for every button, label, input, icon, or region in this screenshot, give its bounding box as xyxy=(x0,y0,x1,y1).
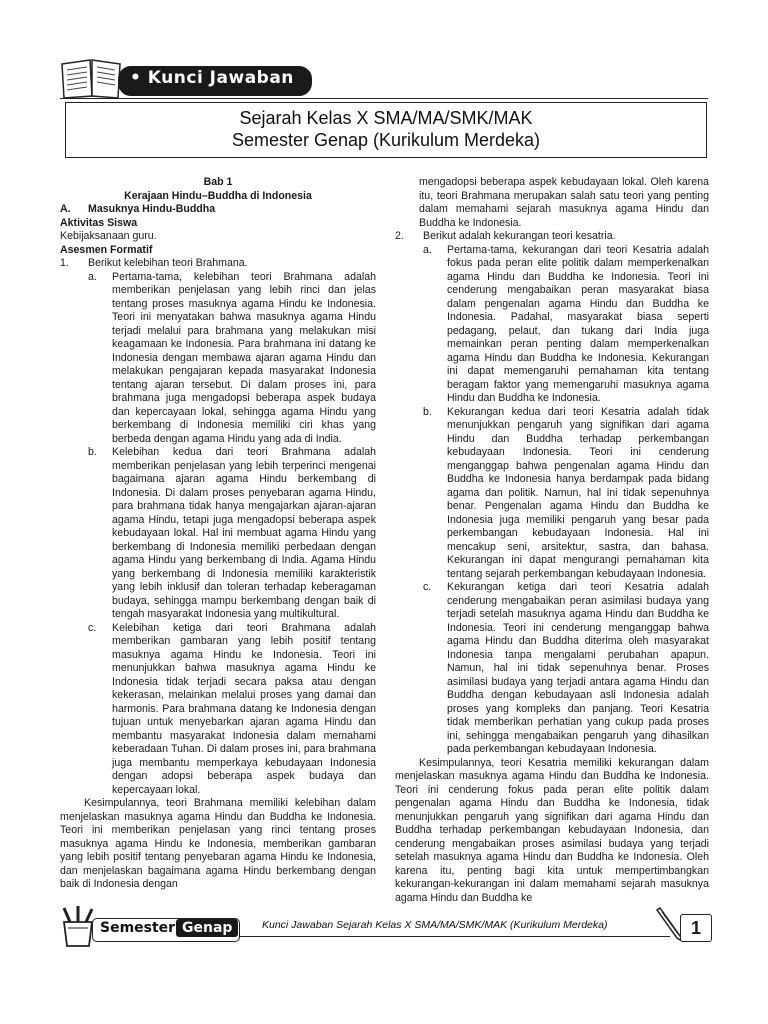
item-2b xyxy=(395,406,709,582)
header-rule xyxy=(60,98,708,99)
item-1c xyxy=(60,622,376,798)
section-a-heading xyxy=(60,203,376,217)
item-1 xyxy=(60,257,376,271)
chapter-number: Bab 1 xyxy=(203,176,233,188)
header-banner xyxy=(110,66,310,94)
item-2 xyxy=(395,230,709,244)
item-1a xyxy=(60,271,376,447)
right-column xyxy=(395,176,709,905)
item-2c-label: c. xyxy=(423,581,432,593)
page-number: 1 xyxy=(680,914,712,942)
right-continuation: mengadopsi beberapa aspek kebudayaan lokal. Oleh karena itu, teori Brahmana merupakan salah satu teori yang penting dalam memahami sejarah masuknya agama Hindu dan Buddha ke Indonesia. xyxy=(419,176,709,229)
title-box xyxy=(65,102,707,158)
item-2c xyxy=(395,581,709,757)
item-2-text: Berikut adalah kekurangan teori kesatria. xyxy=(423,230,616,242)
semester-badge xyxy=(92,918,240,942)
footer-caption: Kunci Jawaban Sejarah Kelas X SMA/MA/SMK/MAK (Kurikulum Merdeka) xyxy=(262,919,608,931)
title-line-1: Sejarah Kelas X SMA/MA/SMK/MAK xyxy=(239,108,533,128)
left-column xyxy=(60,176,376,892)
item-1-number: 1. xyxy=(60,257,69,269)
asesmen-heading: Asesmen Formatif xyxy=(60,243,153,256)
item-1-text: Berikut kelebihan teori Brahmana. xyxy=(88,257,248,269)
item-1b-text: Kelebihan kedua dari teori Brahmana adalah memberikan penjelasan yang lebih terperinci mengenai bagaimana ajaran agama Hindu berkembang di Indonesia. Di dalam proses penyebaran agama Hindu, para brahmana tidak hanya mengajarkan ajaran-ajaran agama Hindu, tetapi juga mengadopsi beberapa aspek kebudayaan lokal. Hal ini membuat agama Hindu yang berkembang di Indonesia memiliki perbedaan dengan agama Hindu yang berkembang di India. Agama Hindu yang berkembang di Indonesia memiliki karakteristik yang lebih inklusif dan toleran terhadap keberagaman budaya, sehingga mampu berkembang dengan baik di tengah masyarakat Indonesia yang multikultural. xyxy=(112,446,376,620)
aktivitas-heading: Aktivitas Siswa xyxy=(60,216,138,229)
right-conclusion: Kesimpulannya, teori Kesatria memiliki kekurangan dalam menjelaskan masuknya agama Hindu dan Buddha ke Indonesia. Teori ini cenderung fokus pada peran elite politik dalam pengenalan agama Hindu dan Buddha ke Indonesia, tidak menunjukkan pengaruh yang signifikan dari agama Hindu dan Buddha terhadap perkembangan kebudayaan Indonesia, dan cenderung mengabaikan proses asimilasi budaya yang terjadi setelah masuknya agama Hindu dan Buddha ke Indonesia. Oleh karena itu, penting bagi kita untuk mempertimbangkan kekurangan-kekurangan ini dalam memahami sejarah masuknya agama Hindu dan Buddha ke xyxy=(395,756,709,904)
item-1c-text: Kelebihan ketiga dari teori Brahmana adalah memberikan gambaran yang lebih positif tentang masuknya agama Hindu ke Indonesia. Teori ini menunjukkan bahwa masuknya agama Hindu ke Indonesia tidak terjadi secara paksa atau dengan kekerasan, melainkan melalui proses yang damai dan harmonis. Para brahmana datang ke Indonesia dengan tujuan untuk menyebarkan ajaran agama Hindu dan membantu masyarakat Indonesia dalam memahami keberadaan Tuhan. Di dalam proses ini, para brahmana juga membantu memperkaya kebudayaan Indonesia dengan adopsi beberapa aspek budaya dan kepercayaan lokal. xyxy=(112,621,376,796)
item-2a xyxy=(395,244,709,406)
item-2a-text: Pertama-tama, kekurangan dari teori Kesatria adalah fokus pada peran elite politik dalam memperkenalkan agama Hindu dan Buddha ke Indonesia. Teori ini cenderung mengabaikan peran masyarakat biasa dalam pengenalan agama Hindu dan Buddha ke Indonesia. Padahal, masyarakat biasa seperti pedagang, pelaut, dan tukang dari India juga memainkan peran penting dalam memperkenalkan agama Hindu dan Buddha ke Indonesia. Kekurangan ini dapat memengaruhi pemahaman kita tentang beragam faktor yang memengaruhi masuknya agama Hindu dan Buddha ke Indonesia. xyxy=(447,243,709,404)
item-1b xyxy=(60,446,376,622)
item-2a-label: a. xyxy=(423,243,432,256)
aktivitas-answer: Kebijaksanaan guru. xyxy=(60,230,157,242)
genap-label: Genap xyxy=(176,919,238,937)
section-a-title: Masuknya Hindu-Buddha xyxy=(88,203,216,215)
item-2b-label: b. xyxy=(423,405,432,418)
item-2b-text: Kekurangan kedua dari teori Kesatria adalah tidak menunjukkan pengaruh yang signifikan dari agama Hindu dan Buddha terhadap perkembangan kebudayaan Indonesia. Teori ini cenderung menganggap bahwa pengenalan agama Hindu dan Buddha ke Indonesia hanya berdampak pada bidang agama dan politik. Namun, hal ini tidak sepenuhnya benar. Pengenalan agama Hindu dan Buddha ke Indonesia juga memiliki pengaruh yang besar pada perkembangan kebudayaan Indonesia. Hal ini mencakup seni, arsitektur, sastra, dan bahasa. Kekurangan ini dapat mengurangi pemahaman kita tentang sejarah perkembangan kebudayaan Indonesia. xyxy=(447,405,709,580)
semester-label: Semester xyxy=(100,920,176,936)
title-line-2: Semester Genap (Kurikulum Merdeka) xyxy=(231,130,541,150)
item-2c-text: Kekurangan ketiga dari teori Kesatria adalah cenderung mengabaikan peran asimilasi budaya yang terjadi setelah masuknya agama Hindu dan Buddha ke Indonesia. Teori ini cenderung menganggap bahwa agama Hindu dan Buddha diterima oleh masyarakat Indonesia tanpa mengalami perubahan apapun. Namun, hal ini tidak sepenuhnya benar. Proses asimilasi budaya yang terjadi antara agama Hindu dan Buddha dengan kebudayaan asli Indonesia adalah proses yang kompleks dan panjang. Teori Kesatria tidak memberikan perhatian yang cukup pada proses ini, sehingga mengabaikan pengaruh yang dihasilkan pada perkembangan kebudayaan Indonesia. xyxy=(447,581,709,755)
section-a-label: A. xyxy=(60,203,71,215)
item-1a-label: a. xyxy=(88,270,97,283)
item-1b-label: b. xyxy=(88,446,97,458)
item-1a-text: Pertama-tama, kelebihan teori Brahmana adalah memberikan penjelasan yang lebih rinci dan jelas tentang proses masuknya agama Hindu ke Indonesia. Teori ini menyatakan bahwa masuknya agama Hindu terjadi melalui para brahmana yang melakukan misi keagamaan ke Indonesia. Para brahmana ini datang ke Indonesia dengan membawa ajaran agama Hindu dan melakukan pengajaran kepada masyarakat Indonesia tentang ajaran tersebut. Di dalam proses ini, para brahmana juga mengadopsi beberapa aspek budaya dan kepercayaan lokal, sehingga agama Hindu yang berkembang di Indonesia memiliki ciri khas yang berbeda dengan agama Hindu yang ada di India. xyxy=(112,270,376,445)
footer-rule xyxy=(240,936,670,937)
chapter-title: Kerajaan Hindu–Buddha di Indonesia xyxy=(124,189,312,202)
item-2-number: 2. xyxy=(395,230,404,242)
item-1c-label: c. xyxy=(88,621,97,634)
left-conclusion: Kesimpulannya, teori Brahmana memiliki kelebihan dalam menjelaskan masuknya agama Hindu dan Buddha ke Indonesia. Teori ini memberikan penjelasan yang rinci tentang proses masuknya agama Hindu ke Indonesia, memberikan gambaran yang lebih positif tentang penyebaran agama Hindu ke Indonesia, dan menjelaskan bagaimana agama Hindu berkembang dengan baik di Indonesia dengan xyxy=(60,797,376,890)
banner-label: • Kunci Jawaban xyxy=(130,68,294,88)
